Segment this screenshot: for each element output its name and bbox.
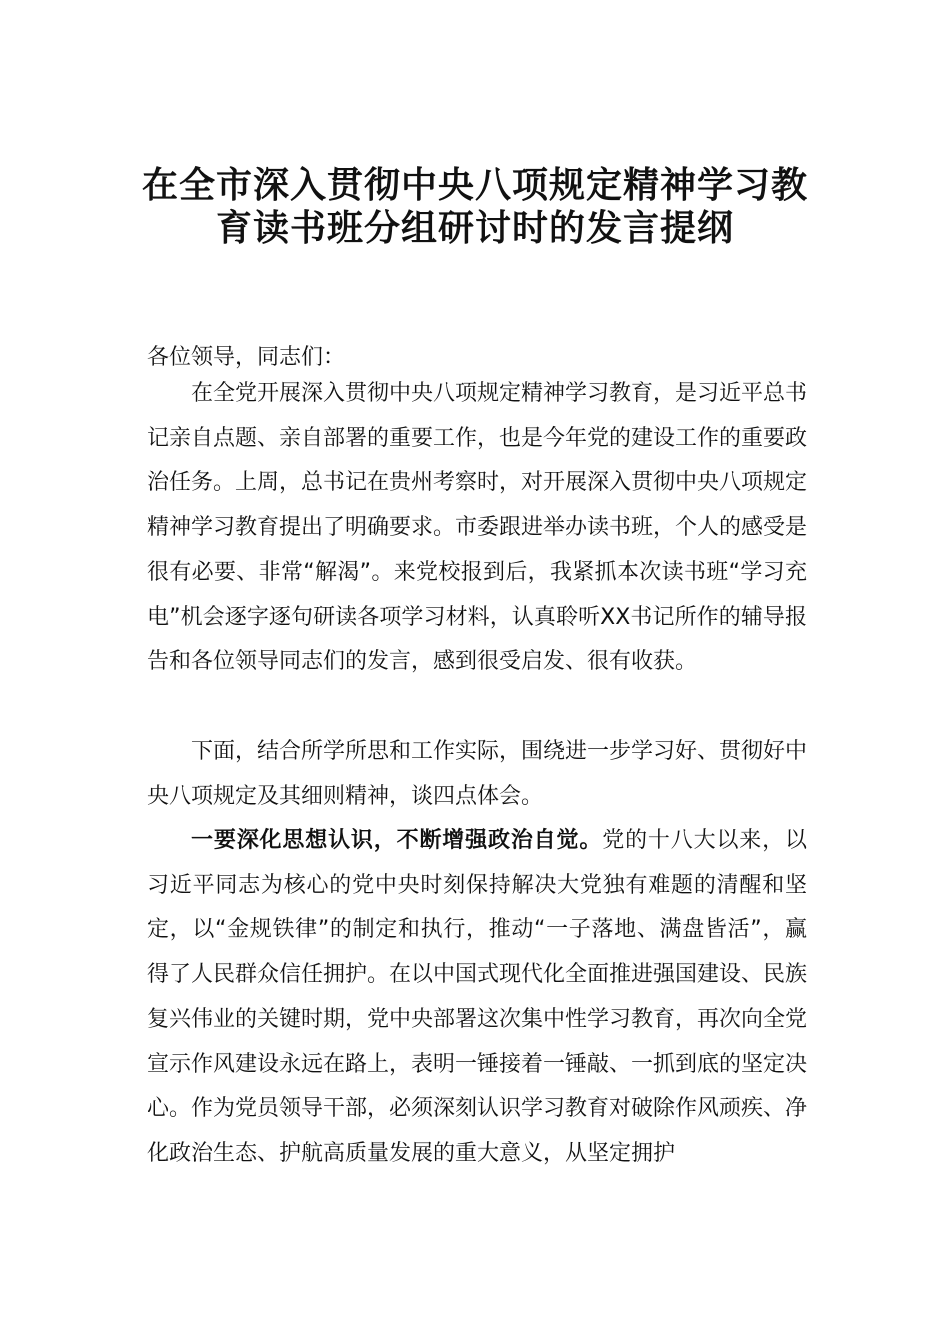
point-one-heading: 一要深化思想认识，不断增强政治自觉。 — [191, 828, 603, 853]
paragraph-transition: 下面，结合所学所思和工作实际，围绕进一步学习好、贯彻好中央八项规定及其细则精神，谈四点体会。 — [147, 739, 808, 809]
document-title-line-2: 育读书班分组研讨时的发言提纲 — [215, 207, 734, 249]
paragraph-point-one — [147, 819, 807, 1177]
paragraph-intro: 在全党开展深入贯彻中央八项规定精神学习教育，是习近平总书记亲自点题、亲自部署的重要工作，也是今年党的建设工作的重要政治任务。上周，总书记在贵州考察时，对开展深入贯彻中央八项规定精神学习教育提出了明确要求。市委跟进举办读书班，个人的感受是很有必要、非常“解渴”。来党校报到后，我紧抓本次读书班“学习充电”机会逐字逐句研读各项学习材料，认真聆听XX书记所作的辅导报告和各位领导同志们的发言，感到很受启发、很有收获。 — [147, 381, 808, 675]
document-title-line-1: 在全市深入贯彻中央八项规定精神学习教 — [141, 164, 808, 206]
salutation: 各位领导，同志们： — [147, 345, 346, 370]
point-one-body: 党的十八大以来，以习近平同志为核心的党中央时刻保持解决大党独有难题的清醒和坚定，以“金规铁律”的制定和执行，推动“一子落地、满盘皆活”，赢得了人民群众信任拥护。在以中国式现代化全面推进强国建设、民族复兴伟业的关键时期，党中央部署这次集中性学习教育，再次向全党宣示作风建设永远在路上，表明一锤接着一锤敲、一抓到底的坚定决心。作为党员领导干部，必须深刻认识学习教育对破除作风顽疾、净化政治生态、护航高质量发展的重大意义，从坚定拥护 — [147, 828, 808, 1166]
